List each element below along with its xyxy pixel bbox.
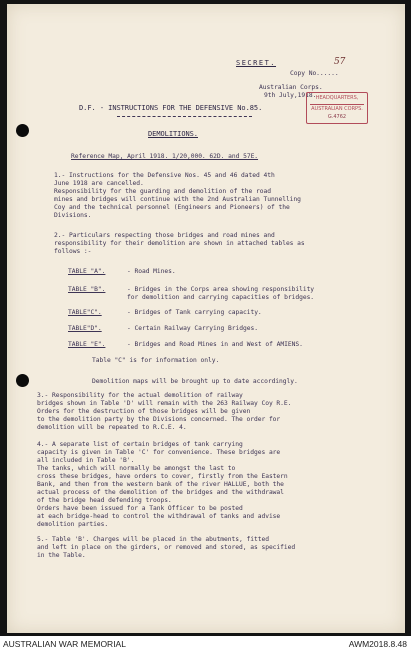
copy-number-label: Copy No...... — [290, 70, 339, 77]
para2-line: 2.- Particulars respecting those bridges and road mines and — [54, 232, 275, 239]
para1-line: Coy and the technical personnel (Engineers and Pioneers) of the — [54, 204, 290, 211]
maps-note: Demolition maps will be brought up to date accordingly. — [92, 378, 298, 385]
reference-map: Reference Map, April 1918. 1/20,000. 62D. and 57E. — [71, 153, 259, 160]
footer-credit: AUSTRALIAN WAR MEMORIAL — [3, 639, 126, 649]
table-e-name: TABLE "E". — [68, 341, 106, 348]
footer-accession-number: AWM2018.8.48 — [348, 639, 407, 649]
para3-line: to the demolition party by the Divisions concerned. The order for — [37, 416, 281, 423]
stamp-number: G.4762 — [327, 114, 347, 120]
table-d-desc: - Certain Railway Carrying Bridges. — [127, 325, 258, 332]
table-b-desc: - Bridges in the Corps area showing responsibility — [127, 286, 315, 293]
para4-line: The tanks, which will normally be amongst the last to — [37, 465, 236, 472]
para5-line: 5.- Table 'B'. Charges will be placed in the abutments, fitted — [37, 536, 269, 543]
table-c-note: Table "C" is for information only. — [92, 357, 220, 364]
para1-line: Responsibility for the guarding and demolition of the road — [54, 188, 271, 195]
para1-line: mines and bridges will continue with the 2nd Australian Tunnelling — [54, 196, 301, 203]
table-d-name: TABLE"D". — [68, 325, 102, 332]
para2-line: responsibility for their demolition are shown in attached tables as — [54, 240, 305, 247]
para1-line: 1.- Instructions for the Defensive Nos. 45 and 46 dated 4th — [54, 172, 275, 179]
para3-line: Orders for the destruction of those bridges will be given — [37, 408, 251, 415]
para1-line: Divisions. — [54, 212, 92, 219]
table-b-desc: for demolition and carrying capacities of bridges. — [127, 294, 315, 301]
para3-line: 3.- Responsibility for the actual demolition of railway — [37, 392, 243, 399]
para4-line: Orders have been issued for a Tank Officer to be posted — [37, 505, 243, 512]
table-a-name: TABLE "A". — [68, 268, 106, 275]
corps-name: Australian Corps. — [259, 84, 323, 91]
para1-line: June 1918 are cancelled. — [54, 180, 144, 187]
para3-line: bridges shown in Table 'D' will remain with the 263 Railway Coy R.E. — [37, 400, 292, 407]
para4-line: cross these bridges, have orders to cover, firstly from the Eastern — [37, 473, 288, 480]
para4-line: 4.- A separate list of certain bridges of tank carrying — [37, 441, 243, 448]
copy-number-value: 57 — [334, 57, 346, 67]
table-c-desc: - Bridges of Tank carrying capacity. — [127, 309, 262, 316]
document-title: D.F. - INSTRUCTIONS FOR THE DEFENSIVE No.85. — [79, 104, 263, 112]
table-a-desc: - Road Mines. — [127, 268, 176, 275]
para4-line: all included in Table 'B'. — [37, 457, 135, 464]
document-date: 9th July,1918. — [264, 92, 317, 99]
para5-line: in the Table. — [37, 552, 86, 559]
para4-line: actual process of the demolition of the bridges and the withdrawal — [37, 489, 284, 496]
para2-line: follows :- — [54, 248, 92, 255]
table-b-name: TABLE "B". — [68, 286, 106, 293]
para4-line: Bank, and then from the western bank of the river HALLUE, both the — [37, 481, 284, 488]
para3-line: demolition will be repeated to R.C.E. 4. — [37, 424, 187, 431]
title-rule — [117, 116, 252, 117]
secret-mark: SECRET. — [236, 59, 277, 67]
para4-line: of the bridge head defending troops. — [37, 497, 172, 504]
table-e-desc: - Bridges and Road Mines in and West of AMIENS. — [127, 341, 303, 348]
para4-line: at each bridge-head to control the withdrawal of tanks and advise — [37, 513, 281, 520]
punch-hole — [16, 374, 29, 387]
para4-line: capacity is given in Table 'C' for convenience. These bridges are — [37, 449, 281, 456]
headquarters-stamp — [306, 92, 368, 124]
stamp-line-2: AUSTRALIAN CORPS. — [311, 106, 363, 112]
table-c-name: TABLE"C". — [68, 309, 102, 316]
document-subtitle: DEMOLITIONS. — [148, 130, 198, 138]
stamp-divider — [310, 104, 364, 105]
stamp-line-1: HEADQUARTERS, — [315, 95, 359, 101]
punch-hole — [16, 124, 29, 137]
para5-line: and left in place on the girders, or removed and stored, as specified — [37, 544, 296, 551]
para4-line: demolition parties. — [37, 521, 109, 528]
